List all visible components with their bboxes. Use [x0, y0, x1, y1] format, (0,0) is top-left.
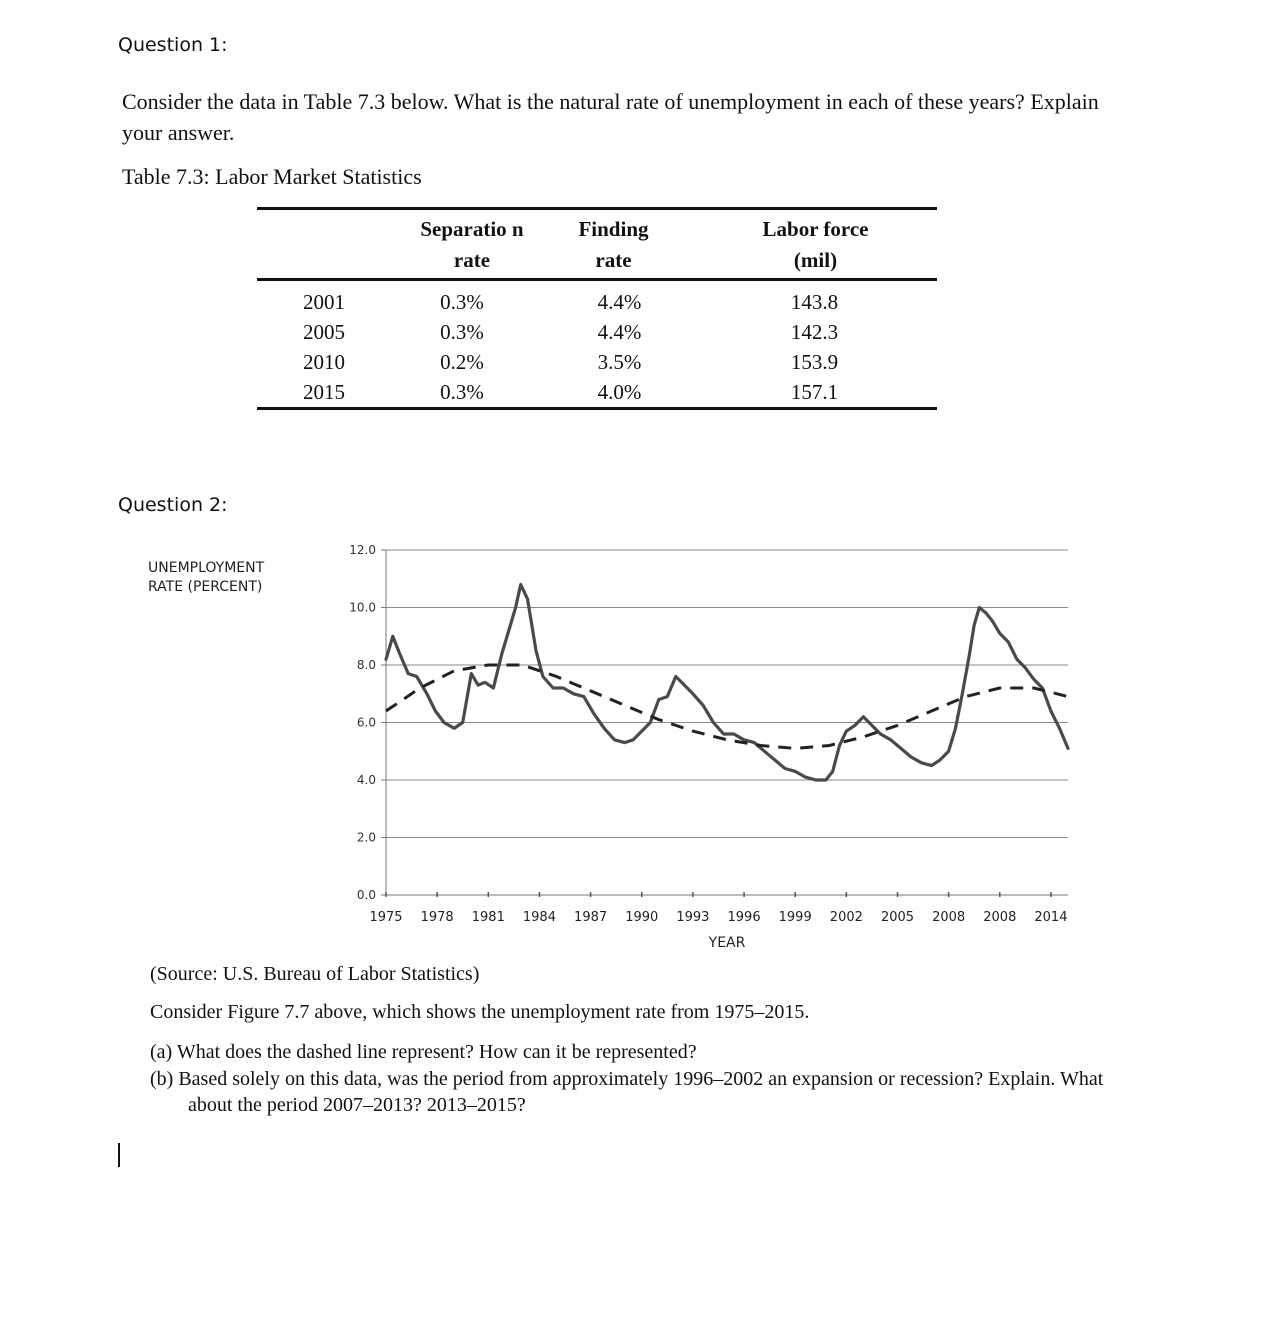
x-tick-label: 2005 — [880, 910, 915, 925]
x-tick-label: 1990 — [625, 910, 659, 925]
x-tick-label: 1999 — [778, 910, 812, 925]
y-axis-title: RATE (PERCENT) — [148, 579, 263, 595]
question-2-heading: Question 2: — [118, 494, 228, 516]
y-tick-label: 2.0 — [356, 830, 376, 845]
y-tick-label: 4.0 — [356, 773, 376, 787]
table-cell-finding-rate: 4.4% — [597, 290, 642, 314]
table-cell-year: 2001 — [303, 290, 345, 314]
table-cell-separation-rate: 0.3% — [440, 320, 484, 344]
figure-source: (Source: U.S. Bureau of Labor Statistics) — [150, 963, 480, 985]
table-cell-separation-rate: 0.3% — [440, 290, 484, 314]
table-cell-labor-force: 142.3 — [790, 320, 839, 344]
question-1-prompt: Consider the data in Table 7.3 below. What is the natural rate of unemployment in each of these years? Explain your answer. — [122, 89, 1099, 145]
x-axis-title: YEAR — [708, 935, 746, 951]
table-cell-labor-force: 157.1 — [790, 380, 839, 404]
x-tick-label: 1978 — [420, 910, 454, 925]
x-tick-label: 2008 — [932, 910, 966, 925]
table-header-separation-rate: Separatio n rate — [420, 217, 524, 272]
x-tick-label: 1996 — [727, 910, 761, 925]
question-1-heading: Question 1: — [118, 34, 228, 56]
table-header-labor-force: Labor force (mil) — [762, 217, 869, 272]
table-cell-separation-rate: 0.3% — [440, 380, 484, 404]
labor-market-table — [257, 207, 937, 410]
table-header-row — [257, 209, 937, 280]
y-tick-label: 8.0 — [356, 658, 376, 672]
text-cursor — [118, 1143, 120, 1167]
y-tick-label: 12.0 — [349, 543, 376, 557]
table-cell-finding-rate: 3.5% — [597, 350, 642, 374]
table-row — [257, 377, 937, 409]
y-tick-label: 10.0 — [349, 600, 376, 615]
table-row — [257, 347, 937, 377]
table-row — [257, 280, 937, 318]
x-tick-label: 2008 — [983, 910, 1017, 925]
unemployment-rate-line — [386, 585, 1068, 781]
unemployment-chart-svg — [146, 535, 1070, 955]
x-tick-label: 1987 — [574, 910, 608, 925]
table-cell-year: 2005 — [303, 320, 345, 344]
table-cell-labor-force: 153.9 — [790, 350, 839, 374]
table-row — [257, 317, 937, 347]
table-cell-labor-force: 143.8 — [790, 290, 839, 314]
y-tick-label: 0.0 — [356, 888, 376, 902]
table-header-year — [257, 209, 377, 280]
table-cell-finding-rate: 4.0% — [597, 380, 642, 404]
x-tick-label: 2014 — [1034, 910, 1068, 925]
question-2-part-b: (b) Based solely on this data, was the period from approximately 1996–2002 an expansion or recession? Explain. What about the period 2007–2013? 2013–2015? — [150, 1068, 1104, 1116]
x-tick-label: 1993 — [676, 910, 710, 925]
y-tick-label: 6.0 — [356, 715, 376, 730]
x-tick-label: 1984 — [522, 910, 556, 925]
table-caption: Table 7.3: Labor Market Statistics — [122, 164, 422, 189]
table-cell-year: 2010 — [303, 350, 345, 374]
unemployment-chart — [146, 535, 1070, 955]
table-cell-separation-rate: 0.2% — [440, 350, 484, 374]
table-cell-year: 2015 — [303, 380, 345, 404]
table-cell-finding-rate: 4.4% — [597, 320, 642, 344]
table-header-finding-rate: Finding rate — [578, 217, 649, 272]
question-2-part-a: (a) What does the dashed line represent? How can it be represented? — [150, 1041, 697, 1063]
x-tick-label: 1975 — [369, 910, 403, 925]
question-2-prompt: Consider Figure 7.7 above, which shows the unemployment rate from 1975–2015. — [150, 1001, 810, 1023]
y-axis-title: UNEMPLOYMENT — [148, 560, 265, 576]
x-tick-label: 2002 — [829, 910, 863, 925]
x-tick-label: 1981 — [471, 910, 505, 925]
